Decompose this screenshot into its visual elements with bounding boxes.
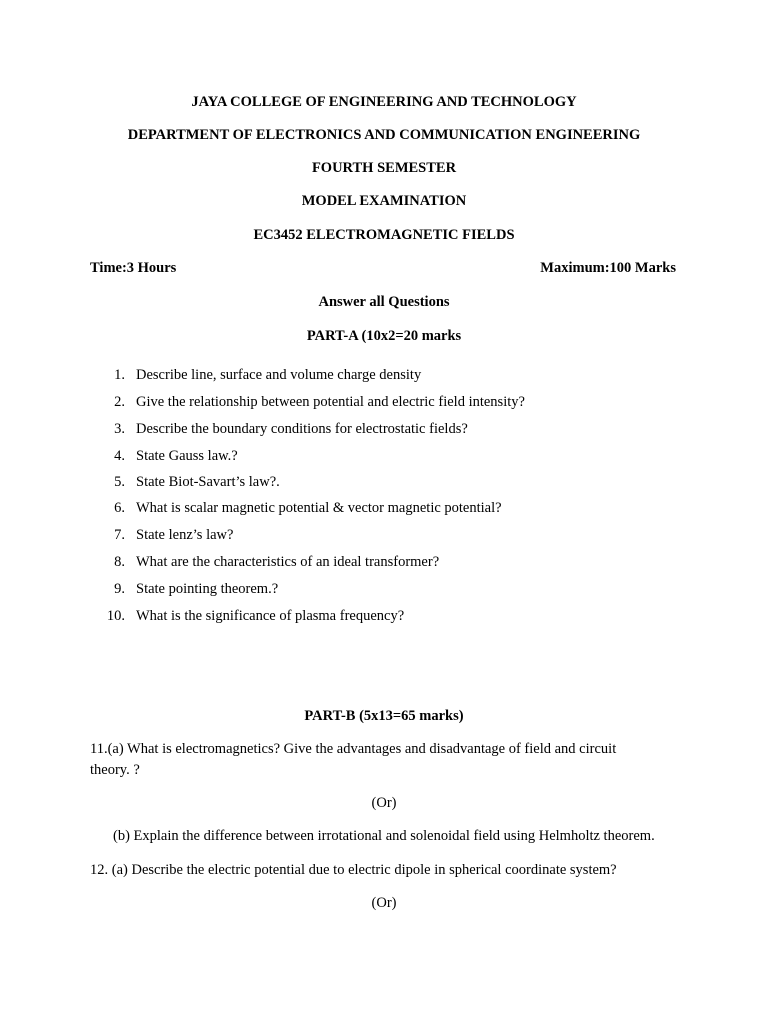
question-number: 2. <box>114 394 125 410</box>
course-title: EC3452 ELECTROMAGNETIC FIELDS <box>253 227 515 243</box>
or-separator: (Or) <box>371 795 397 811</box>
instruction-text: Answer all Questions <box>318 294 450 310</box>
max-marks-label: Maximum:100 Marks <box>540 260 676 276</box>
question-number: 8. <box>114 554 125 570</box>
part-b-title: PART-B (5x13=65 marks) <box>304 708 464 724</box>
question-number: 4. <box>114 448 125 464</box>
semester-label: FOURTH SEMESTER <box>311 160 457 176</box>
question-text: State pointing theorem.? <box>136 581 279 597</box>
question-11b: (b) Explain the difference between irrotational and solenoidal field using Helmholtz theorem. <box>113 828 655 844</box>
question-text: State Gauss law.? <box>136 448 238 464</box>
question-number: 1. <box>114 367 125 383</box>
question-text: Describe the boundary conditions for electrostatic fields? <box>136 421 468 437</box>
question-number: 6. <box>114 500 125 516</box>
question-number: 5. <box>114 474 125 490</box>
question-number: 3. <box>114 421 125 437</box>
question-text: State lenz’s law? <box>136 527 234 543</box>
question-11a-line1: 11.(a) What is electromagnetics? Give the advantages and disadvantage of field and circuit <box>90 741 617 757</box>
time-label: Time:3 Hours <box>90 260 177 276</box>
college-name: JAYA COLLEGE OF ENGINEERING AND TECHNOLOGY <box>191 94 577 110</box>
question-number: 9. <box>114 581 125 597</box>
question-text: State Biot-Savart’s law?. <box>136 474 280 490</box>
question-number: 7. <box>114 527 125 543</box>
question-text: What are the characteristics of an ideal transformer? <box>136 554 440 570</box>
or-separator: (Or) <box>371 895 397 911</box>
question-11a-line2: theory. ? <box>90 762 140 778</box>
department-name: DEPARTMENT OF ELECTRONICS AND COMMUNICATION ENGINEERING <box>127 127 641 143</box>
question-text: Describe line, surface and volume charge density <box>136 367 422 383</box>
question-number: 10. <box>106 608 125 624</box>
question-text: What is scalar magnetic potential & vector magnetic potential? <box>136 500 502 516</box>
question-text: Give the relationship between potential and electric field intensity? <box>136 394 525 410</box>
question-12a: 12. (a) Describe the electric potential due to electric dipole in spherical coordinate system? <box>90 862 617 878</box>
question-text: What is the significance of plasma frequency? <box>136 608 405 624</box>
part-a-title: PART-A (10x2=20 marks <box>306 328 462 344</box>
exam-title: MODEL EXAMINATION <box>301 193 467 209</box>
